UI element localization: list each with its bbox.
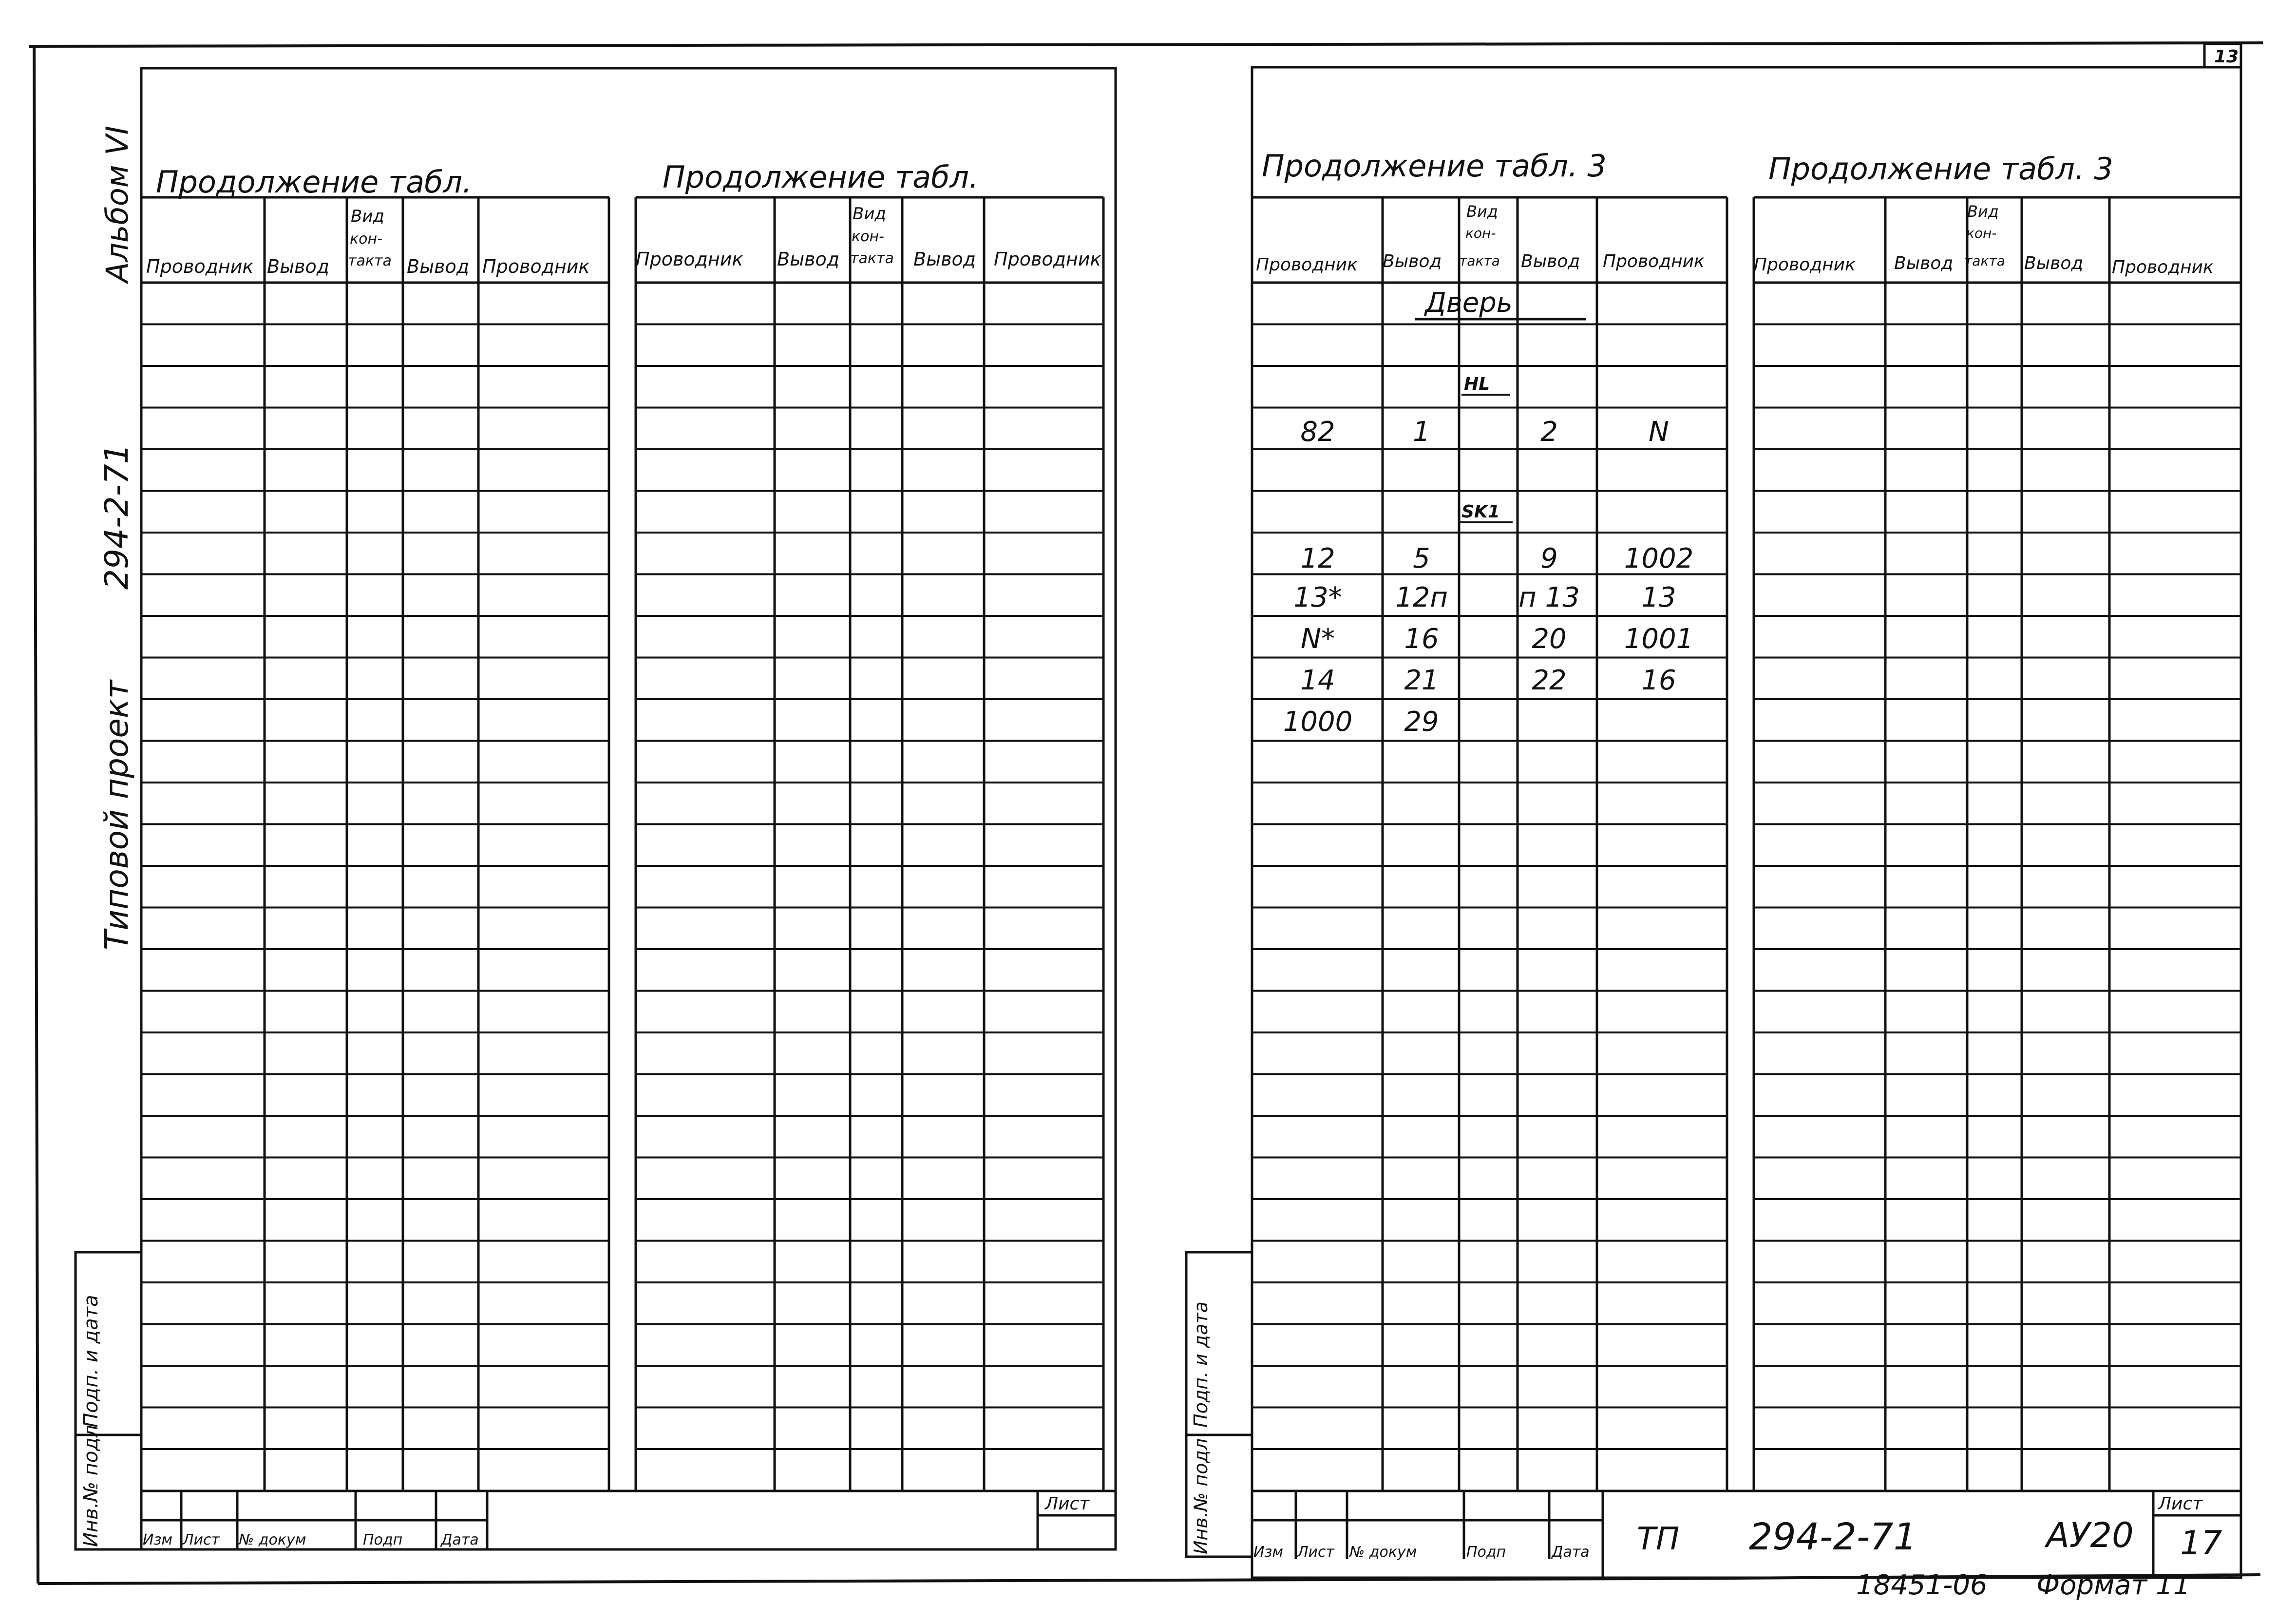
- left-sign-date-label: Подп. и дата: [80, 1295, 102, 1428]
- table-cell: N*: [1301, 623, 1335, 655]
- table-cell: 12: [1300, 543, 1335, 574]
- left-tb-list: Лист: [183, 1531, 220, 1548]
- project-type-label: Типовой проект: [98, 680, 135, 950]
- header-vid: Вид: [853, 204, 886, 224]
- table-cell: 5: [1413, 543, 1430, 574]
- table-cell: 82: [1300, 416, 1335, 448]
- header-provodnik: Проводник: [1754, 255, 1856, 275]
- album-label: Альбом VI: [99, 126, 135, 283]
- header-provodnik: Проводник: [146, 256, 254, 277]
- left-table1-headers: [146, 207, 589, 277]
- archive-number: 18451-06: [1856, 1569, 1988, 1601]
- table-cell: 16: [1641, 665, 1676, 696]
- table-cell: 29: [1404, 706, 1439, 738]
- right-sign-date-label: Подп. и дата: [1190, 1301, 1212, 1428]
- table-cell: п 13: [1518, 582, 1580, 613]
- right-tb-doc-no: № докум: [1349, 1544, 1417, 1561]
- device-label-sk1: SK1: [1461, 502, 1500, 522]
- corner-sheet-number: 13: [2214, 47, 2239, 67]
- left-table1-grid: [141, 197, 609, 1491]
- left-table2-title: Продолжение табл.: [663, 159, 979, 195]
- project-number-label: 294-2-71: [98, 443, 135, 590]
- left-sheet: [76, 68, 1116, 1549]
- right-table2-title: Продолжение табл. 3: [1768, 151, 2113, 187]
- header-provodnik-2: Проводник: [482, 256, 590, 277]
- designation-number: 294-2-71: [1749, 1515, 1917, 1558]
- left-tb-doc-no: № докум: [239, 1531, 306, 1548]
- header-vyvod-2: Вывод: [2024, 253, 2084, 273]
- header-vyvod: Вывод: [1894, 253, 1954, 273]
- header-vyvod: Вывод: [777, 248, 839, 270]
- table-cell: 12п: [1395, 582, 1448, 613]
- right-table1-data: [1283, 416, 1694, 738]
- section-title-door: Дверь: [1425, 287, 1513, 319]
- table-cell: 1000: [1283, 706, 1353, 738]
- left-tb-date: Дата: [441, 1531, 479, 1548]
- header-vid: Вид: [351, 207, 384, 226]
- right-sheet: [1186, 44, 2241, 1601]
- table-cell: 1002: [1624, 543, 1694, 574]
- right-table1-title: Продолжение табл. 3: [1262, 148, 1607, 184]
- left-table1-title: Продолжение табл.: [156, 164, 472, 200]
- right-tb-list: Лист: [1297, 1544, 1335, 1561]
- table-cell: 21: [1404, 665, 1439, 696]
- header-kon: кон-: [350, 230, 382, 248]
- header-provodnik-2: Проводник: [994, 248, 1101, 270]
- table-cell: 22: [1532, 665, 1567, 696]
- header-kon: кон-: [1966, 225, 1997, 241]
- header-provodnik-2: Проводник: [2112, 257, 2214, 277]
- table-cell: 13: [1641, 582, 1676, 613]
- outer-frame: [29, 43, 2263, 1584]
- header-vyvod-2: Вывод: [407, 256, 469, 277]
- table-cell: N: [1649, 416, 1669, 448]
- table-cell: 2: [1540, 416, 1558, 448]
- header-kon: кон-: [1465, 225, 1496, 241]
- header-kon: кон-: [852, 228, 884, 245]
- header-provodnik-2: Проводник: [1603, 251, 1705, 271]
- table-cell: 13*: [1293, 582, 1342, 613]
- table-cell: 1: [1413, 416, 1430, 448]
- header-takta: такта: [1459, 253, 1500, 269]
- right-tb-izm: Изм: [1253, 1544, 1284, 1561]
- header-vyvod-2: Вывод: [1521, 251, 1580, 271]
- header-vyvod: Вывод: [1383, 251, 1442, 271]
- header-takta: такта: [348, 252, 392, 269]
- left-table2-headers: [636, 204, 1101, 270]
- header-provodnik: Проводник: [636, 248, 743, 270]
- left-tb-izm: Изм: [143, 1531, 173, 1548]
- device-label-hl: HL: [1464, 374, 1490, 394]
- left-tb-sheet-label: Лист: [1045, 1494, 1090, 1514]
- table-cell: 9: [1540, 543, 1558, 574]
- header-takta: такта: [850, 250, 894, 267]
- left-tb-sign: Подп: [363, 1531, 403, 1548]
- header-provodnik: Проводник: [1256, 255, 1358, 275]
- right-tb-sign: Подп: [1466, 1544, 1506, 1561]
- right-tb-sheet-number: 17: [2180, 1524, 2222, 1563]
- header-vid: Вид: [1466, 202, 1498, 221]
- table-cell: 14: [1300, 665, 1335, 696]
- right-tb-date: Дата: [1552, 1544, 1590, 1561]
- table-cell: 20: [1532, 623, 1567, 655]
- table-cell: 1001: [1624, 623, 1694, 655]
- table-cell: 16: [1404, 623, 1439, 655]
- right-tb-sheet-label: Лист: [2158, 1494, 2203, 1514]
- header-takta: такта: [1964, 253, 2005, 269]
- header-vid: Вид: [1967, 202, 1999, 221]
- right-table2-grid: [1754, 197, 2241, 1491]
- header-vyvod: Вывод: [267, 256, 329, 277]
- right-inv-no-label: Инв.№ подл: [1190, 1438, 1212, 1554]
- header-vyvod-2: Вывод: [913, 248, 976, 270]
- format-label: Формат 11: [2036, 1569, 2191, 1601]
- designation-prefix: ТП: [1637, 1521, 1680, 1557]
- left-inv-no-label: Инв.№ подл: [80, 1425, 102, 1547]
- left-table2-grid: [636, 197, 1103, 1491]
- designation-code: АУ20: [2046, 1515, 2134, 1555]
